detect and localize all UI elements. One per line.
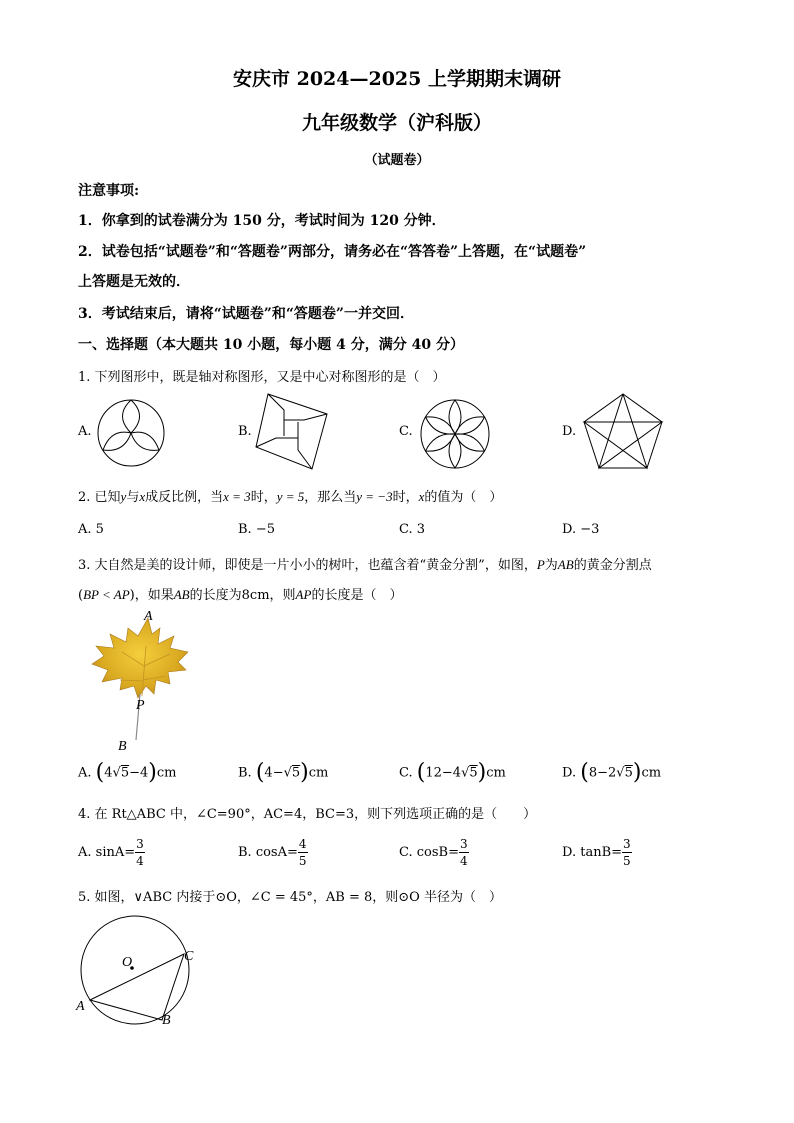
q1-figure-b	[254, 392, 328, 470]
question-2-stem: 2. 已知y与x成反比例，当x = 3时，y = 5，那么当y = −3时，x的值为（ ）	[78, 489, 503, 505]
q5-center-o-label: O	[122, 955, 133, 970]
q3-leaf-figure	[86, 606, 206, 756]
notes-heading: 注意事项:	[78, 183, 140, 199]
question-1-stem: 1. 下列图形中，既是轴对称图形，又是中心对称图形的是（ ）	[78, 370, 446, 385]
question-4-stem: 4. 在 Rt△ABC 中，∠C=90°，AC=4，BC=3，则下列选项正确的是（ ）	[78, 807, 537, 822]
q4-option-c: C. cosB= $\frac{3}{4}$	[399, 837, 468, 868]
paper-type-label: （试题卷）	[364, 153, 430, 168]
q2-option-b: B. −5	[238, 522, 275, 537]
q2-option-d: D. −3	[562, 522, 600, 537]
q2-option-a: A. 5	[78, 522, 104, 537]
q3-point-a-label: A	[144, 609, 153, 624]
q1-option-b-label: B.	[238, 424, 252, 439]
q3-option-a: A. (4√5−4)cm	[78, 760, 177, 785]
q1-option-d-label: D.	[562, 424, 577, 439]
q3-point-p-label: P	[136, 698, 145, 713]
note-item-2: 2．试卷包括“试题卷”和“答题卷”两部分，请务必在“答答卷”上答题，在“试题卷”	[78, 244, 587, 260]
question-3-stem-line2: (BP < AP)，如果AB的长度为8cm，则AP的长度是（ ）	[78, 587, 403, 603]
q2-option-c: C. 3	[399, 522, 426, 537]
page-subtitle: 九年级数学（沪科版）	[301, 112, 492, 134]
q1-figure-a	[96, 398, 166, 468]
note-item-2-cont: 上答题是无效的．	[78, 274, 190, 290]
note-item-3: 3．考试结束后，请将“试题卷”和“答题卷”一并交回．	[78, 306, 414, 322]
q4-option-d: D. tanB= $\frac{3}{5}$	[562, 837, 631, 868]
q1-figure-d	[582, 392, 664, 470]
q5-point-b-label: B	[162, 1013, 171, 1028]
question-3-stem-line1: 3. 大自然是美的设计师，即使是一片小小的树叶，也蕴含着“黄金分割”，如图，P为AB的黄金分割点	[78, 557, 652, 573]
q3-option-c: C. (12−4√5)cm	[399, 760, 506, 785]
q4-option-b: B. cosA= $\frac{4}{5}$	[238, 837, 307, 868]
q3-option-b: B. (4−√5)cm	[238, 760, 329, 785]
q5-point-c-label: C	[184, 949, 194, 964]
q3-option-d: D. (8−2√5)cm	[562, 760, 662, 785]
section-heading: 一、选择题（本大题共 10 小题，每小题 4 分，满分 40 分）	[78, 337, 464, 353]
q1-figure-c	[419, 398, 491, 470]
page-title: 安庆市 2024—2025 上学期期末调研	[233, 68, 561, 90]
q5-point-a-label: A	[76, 999, 85, 1014]
q1-option-c-label: C.	[399, 424, 413, 439]
q5-circle-figure	[74, 916, 204, 1028]
q3-point-b-label: B	[118, 739, 127, 754]
leaf-shape	[92, 618, 188, 698]
q4-option-a: A. sinA= $\frac{3}{4}$	[78, 837, 144, 868]
note-item-1: 1．你拿到的试卷满分为 150 分，考试时间为 120 分钟．	[78, 213, 446, 229]
question-5-stem: 5. 如图，∨ABC 内接于⊙O，∠C = 45°，AB = 8，则⊙O 半径为（ ）	[78, 890, 502, 905]
q1-option-a-label: A.	[78, 424, 92, 439]
